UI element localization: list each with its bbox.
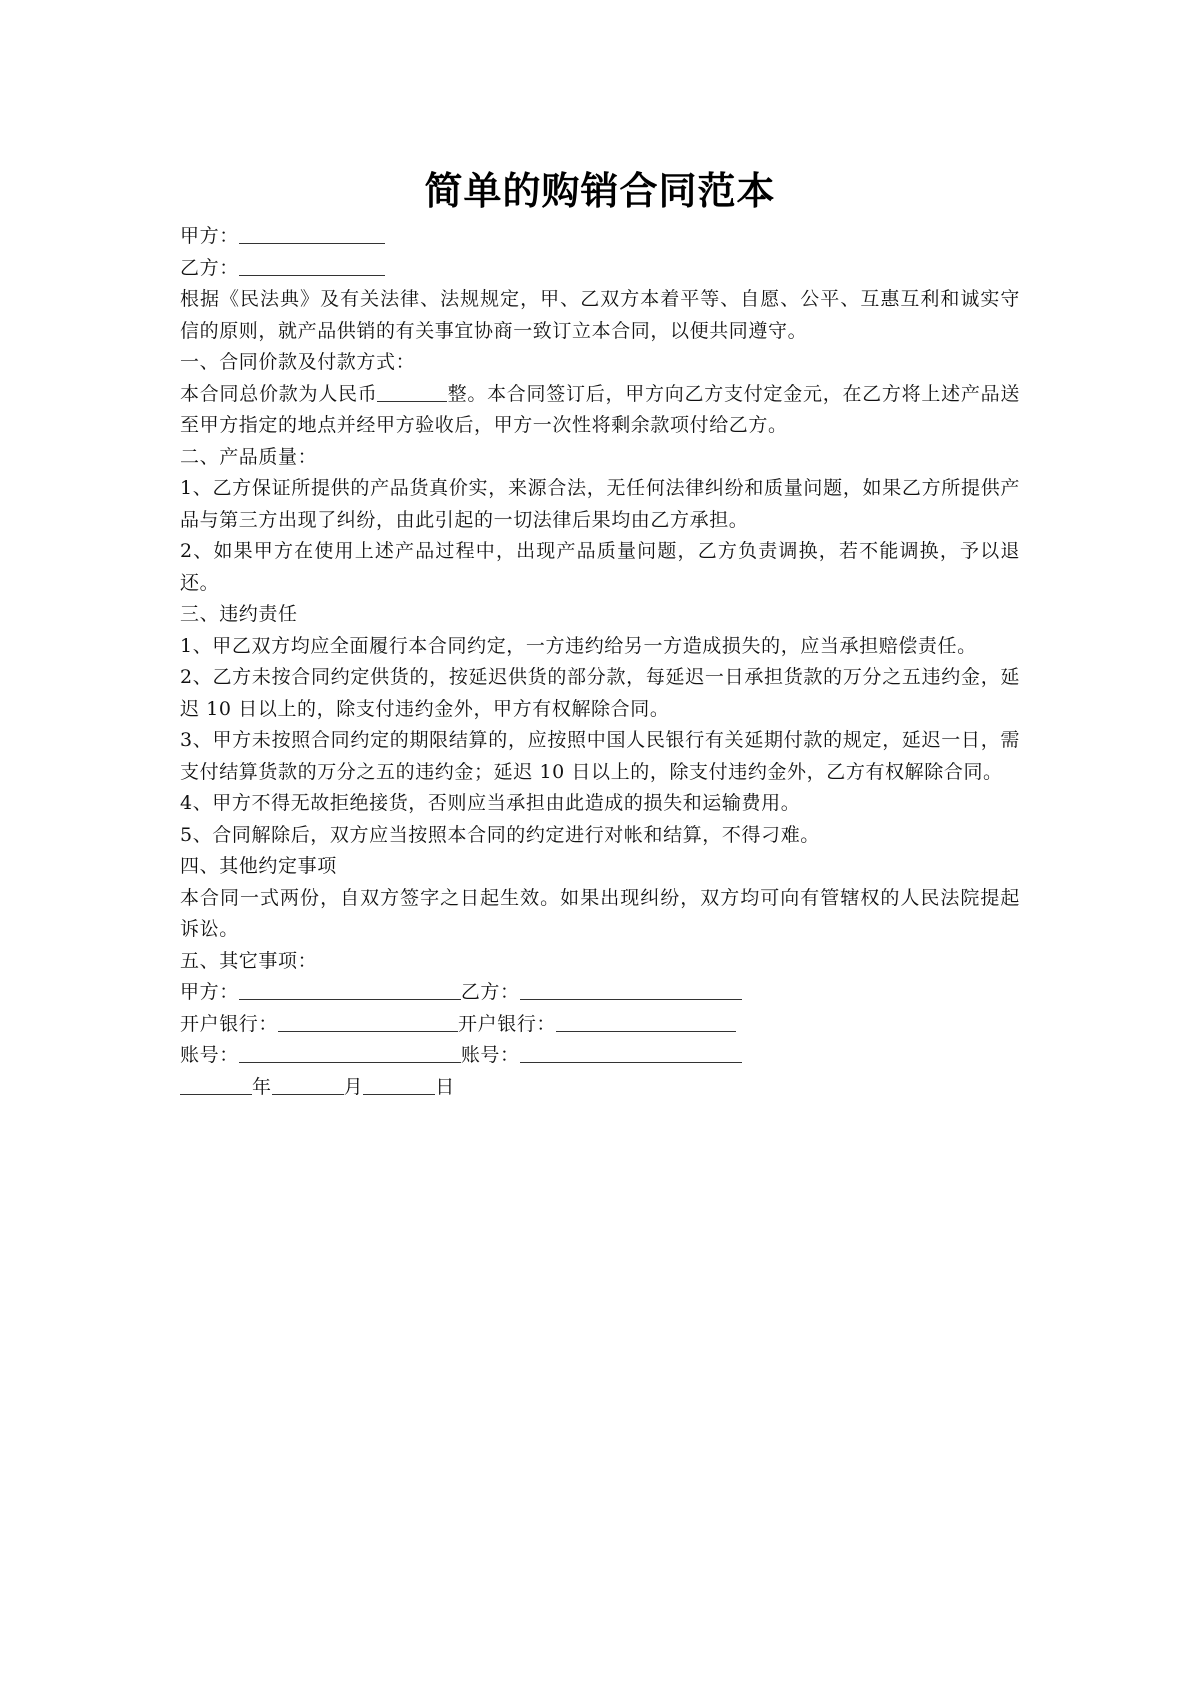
month-blank [272,1074,344,1095]
month-label: 月 [343,1075,364,1098]
section-1-heading: 一、合同价款及付款方式： [180,351,416,373]
sig-account-b-label: 账号： [460,1044,520,1066]
section-5-heading: 五、其它事项： [180,949,318,972]
signature-party-line [180,977,1020,1009]
day-label: 日 [435,1075,455,1098]
sig-party-b-label: 乙方： [460,981,520,1003]
quality-item-2: 2、如果甲方在使用上述产品过程中，出现产品质量问题，乙方负责调换，若不能调换，予以退还。 [180,540,1020,594]
party-b-line [180,253,1020,285]
party-b-label: 乙方： [180,256,239,279]
section-4-heading: 四、其他约定事项 [180,855,337,877]
sig-bank-b-blank [556,1011,736,1032]
document-title: 简单的购销合同范本 [424,169,776,213]
sig-party-a-blank [239,979,461,1000]
section-2-heading: 二、产品质量： [180,445,318,468]
liability-item-4: 4、甲方不得无故拒绝接货，否则应当承担由此造成的损失和运输费用。 [180,792,801,814]
liability-item-2: 2、乙方未按合同约定供货的，按延迟供货的部分款，每延迟一日承担货款的万分之五违约金，延迟 10 日以上的，除支付违约金外，甲方有权解除合同。 [180,666,1020,720]
section-3-heading: 三、违约责任 [180,603,298,625]
price-blank [377,381,447,402]
preamble: 根据《民法典》及有关法律、法规规定，甲、乙双方本着平等、自愿、公平、互惠互利和诚实守信的原则，就产品供销的有关事宜协商一致订立本合同，以便共同遵守。 [180,288,1020,342]
liability-item-3: 3、甲方未按照合同约定的期限结算的，应按照中国人民银行有关延期付款的规定，延迟一日，需支付结算货款的万分之五的违约金；延迟 10 日以上的，除支付违约金外，乙方有权解除合同。 [180,729,1020,783]
other-terms-item: 本合同一式两份，自双方签字之日起生效。如果出现纠纷，双方均可向有管辖权的人民法院提起诉讼。 [180,886,1020,940]
sig-account-a-blank [239,1042,461,1063]
liability-item-1: 1、甲乙双方均应全面履行本合同约定，一方违约给另一方造成损失的，应当承担赔偿责任。 [180,634,977,657]
sig-account-b-blank [520,1042,742,1063]
price-clause [180,379,1020,442]
day-blank [363,1074,435,1095]
sig-bank-a-blank [278,1011,458,1032]
party-a-label: 甲方： [180,225,239,247]
party-b-blank [239,255,385,276]
sig-bank-a-label: 开户银行： [180,1012,279,1035]
signature-date-line [180,1072,1020,1104]
sig-bank-b-label: 开户银行： [458,1012,557,1035]
signature-bank-line [180,1009,1020,1041]
sig-account-a-label: 账号： [180,1044,239,1066]
year-label: 年 [252,1075,272,1098]
quality-item-1: 1、乙方保证所提供的产品货真价实，来源合法，无任何法律纠纷和质量问题，如果乙方所提供产品与第三方出现了纠纷，由此引起的一切法律后果均由乙方承担。 [180,477,1020,531]
price-clause-before: 本合同总价款为人民币 [180,382,378,405]
liability-item-5: 5、合同解除后，双方应当按照本合同的约定进行对帐和结算，不得刁难。 [180,823,820,846]
price-clause-after: 整。本合同签订后，甲方向乙方支付定金元，在乙方将上述产品送至甲方指定的地点并经甲方验收后，甲方一次性将剩余款项付给乙方。 [180,382,1020,436]
sig-party-a-label: 甲方： [180,981,239,1003]
party-a-blank [239,223,385,244]
party-a-line [180,221,1020,253]
document-body [180,221,1020,1103]
sig-party-b-blank [520,979,742,1000]
year-blank [180,1074,252,1095]
signature-account-line [180,1040,1020,1072]
